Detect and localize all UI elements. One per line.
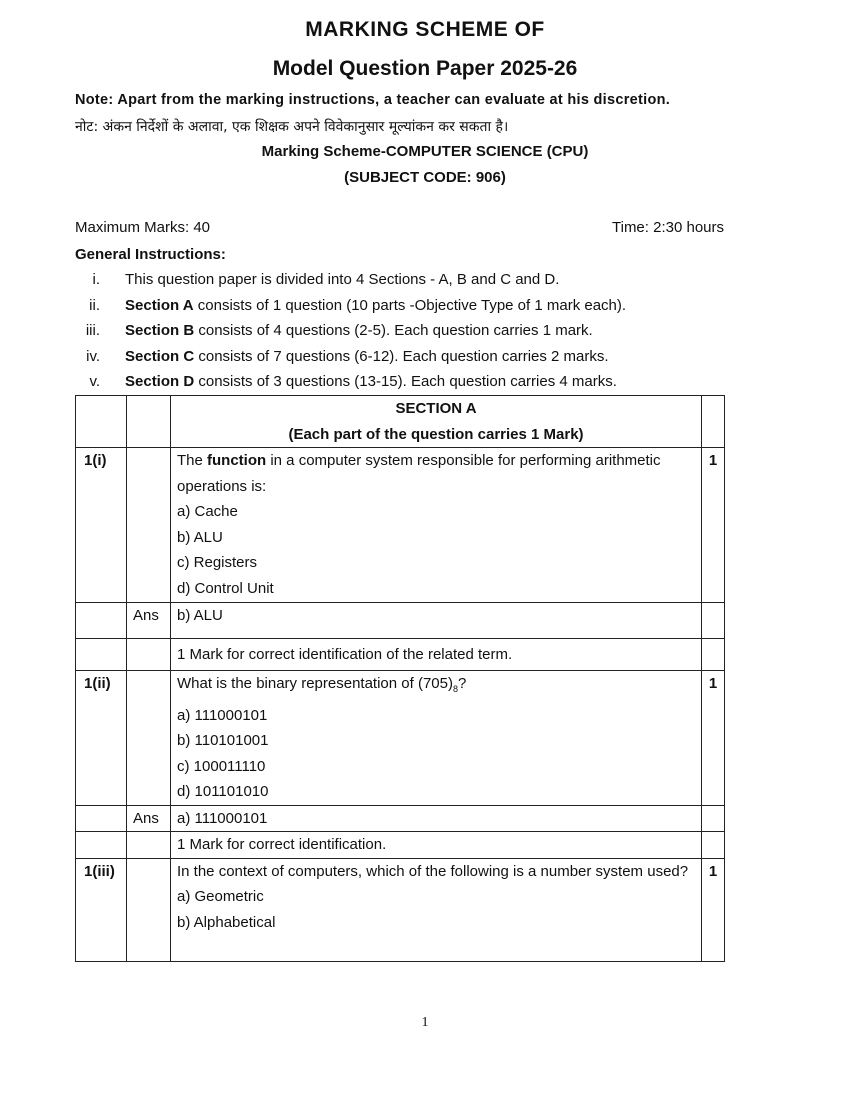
title: MARKING SCHEME OF bbox=[305, 18, 545, 41]
answer-row bbox=[76, 603, 725, 639]
question-text bbox=[171, 671, 702, 806]
marking-table bbox=[75, 395, 725, 962]
option: b) Alphabetical bbox=[177, 913, 276, 931]
text: The bbox=[177, 452, 208, 469]
instruction-num: v. bbox=[89, 373, 100, 390]
marks: 1 bbox=[702, 858, 725, 961]
instruction-text: consists of 7 questions (6-12). Each question carries 2 marks. bbox=[194, 348, 609, 365]
option: b) 110101001 bbox=[177, 732, 269, 749]
text: ? bbox=[458, 675, 467, 692]
scheme: 1 Mark for correct identification of the related term. bbox=[171, 639, 702, 671]
instruction-bold: Section D bbox=[125, 373, 195, 390]
instruction-item bbox=[75, 373, 725, 390]
note: Note: Apart from the marking instructions, a teacher can evaluate at his discretion. bbox=[75, 92, 671, 108]
instruction-item bbox=[75, 322, 725, 339]
ans-label: Ans bbox=[127, 805, 171, 832]
answer: a) 111000101 bbox=[171, 805, 702, 832]
instruction-item bbox=[75, 348, 725, 365]
marks: 1 bbox=[702, 448, 725, 603]
text-bold: function bbox=[207, 452, 267, 469]
instruction-item bbox=[75, 271, 725, 288]
question-text bbox=[171, 448, 702, 603]
general-instructions-heading: General Instructions: bbox=[75, 246, 226, 263]
subscript: 8 bbox=[452, 684, 458, 694]
option: c) Registers bbox=[177, 554, 258, 571]
instruction-num: iii. bbox=[85, 322, 100, 339]
marks: 1 bbox=[702, 671, 725, 806]
instruction-num: iv. bbox=[86, 348, 100, 365]
scheme-row bbox=[76, 832, 725, 859]
option: d) Control Unit bbox=[177, 579, 274, 597]
page-number: 1 bbox=[421, 1015, 429, 1030]
ans-label: Ans bbox=[127, 603, 171, 639]
instruction-bold: Section B bbox=[125, 322, 195, 339]
instruction-bold: Section A bbox=[125, 297, 194, 314]
subject-code: (SUBJECT CODE: 906) bbox=[344, 169, 506, 186]
instruction-text: consists of 1 question (10 parts -Objective Type of 1 mark each). bbox=[193, 297, 627, 314]
instruction-text: This question paper is divided into 4 Sections - A, B and C and D. bbox=[125, 271, 560, 288]
option: d) 101101010 bbox=[177, 783, 269, 800]
question-number: 1(iii) bbox=[76, 858, 127, 961]
scheme: 1 Mark for correct identification. bbox=[171, 832, 702, 859]
text: in a computer system responsible for performing arithmetic operations is: bbox=[177, 452, 661, 495]
question-text bbox=[171, 858, 702, 961]
instruction-text: consists of 4 questions (2-5). Each question carries 1 mark. bbox=[194, 322, 593, 339]
option: a) Geometric bbox=[177, 888, 264, 905]
section-header-row bbox=[76, 396, 725, 448]
text: What is the binary representation of (705) bbox=[177, 675, 453, 692]
instruction-bold: Section C bbox=[125, 348, 195, 365]
answer-row bbox=[76, 805, 725, 832]
question-number: 1(i) bbox=[76, 448, 127, 603]
answer: b) ALU bbox=[171, 603, 702, 639]
instruction-num: ii. bbox=[89, 297, 100, 314]
question-row bbox=[76, 448, 725, 603]
max-marks: Maximum Marks: 40 bbox=[75, 219, 211, 236]
section-title: SECTION A bbox=[395, 400, 477, 417]
instruction-item bbox=[75, 297, 725, 314]
option: a) Cache bbox=[177, 503, 238, 520]
option: b) ALU bbox=[177, 528, 223, 546]
subject: Marking Scheme-COMPUTER SCIENCE (CPU) bbox=[261, 143, 589, 160]
note-hindi: नोट: अंकन निर्देशों के अलावा, एक शिक्षक अपने विवेकानुसार मूल्यांकन कर सकता है। bbox=[75, 119, 509, 135]
question-number: 1(ii) bbox=[76, 671, 127, 806]
scheme-row bbox=[76, 639, 725, 671]
question-row bbox=[76, 858, 725, 961]
instruction-text: consists of 3 questions (13-15). Each question carries 4 marks. bbox=[194, 373, 617, 390]
option: c) 100011110 bbox=[177, 757, 266, 775]
time: Time: 2:30 hours bbox=[612, 219, 724, 236]
section-subtitle: (Each part of the question carries 1 Mark) bbox=[288, 425, 584, 443]
instruction-num: i. bbox=[92, 271, 100, 288]
subtitle: Model Question Paper 2025-26 bbox=[272, 57, 578, 80]
text: In the context of computers, which of the following is a number system used? bbox=[177, 862, 689, 880]
question-row bbox=[76, 671, 725, 806]
option: a) 111000101 bbox=[177, 706, 268, 724]
